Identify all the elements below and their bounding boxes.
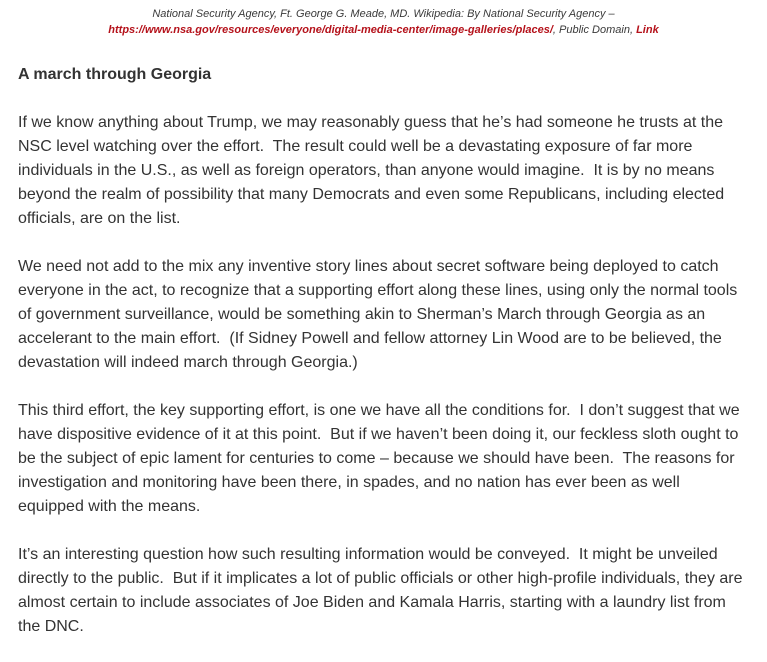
paragraph-2: We need not add to the mix any inventive story lines about secret software being deployed to catch everyone in the act, to recognize that a supporting effort along these lines, using only the normal tools of government surveillance, would be something akin to Sherman’s March through Georgia as an accelerant to the main effort. (If Sidney Powell and fellow attorney Lin Wood are to be believed, the devastation will indeed march through Georgia.) (18, 258, 742, 371)
caption-license-text: , Public Domain, (552, 24, 637, 36)
image-caption (0, 6, 767, 38)
paragraph-3: This third effort, the key supporting effort, is one we have all the conditions for. I don’t suggest that we have dispositive evidence of it at this point. But if we haven’t been doing it, our feckless sloth ought to be the subject of epic lament for centuries to come – because we should have been. The reasons for investigation and monitoring have been there, in spades, and no nation has ever been as well equipped with the means. (18, 402, 745, 515)
paragraph-4: It’s an interesting question how such resulting information would be conveyed. It might be unveiled directly to the public. But if it implicates a lot of public officials or other high-profile individuals, they are almost certain to include associates of Joe Biden and Kamala Harris, starting with a laundry list from the DNC. (18, 546, 747, 635)
article-body (0, 63, 767, 639)
section-heading: A march through Georgia (18, 66, 212, 83)
caption-attribution-text: National Security Agency, Ft. George G. Meade, MD. Wikipedia: By National Security Agency – (152, 8, 615, 20)
caption-source-url-link[interactable]: https://www.nsa.gov/resources/everyone/digital-media-center/image-galleries/places/ (108, 24, 553, 36)
paragraph-1: If we know anything about Trump, we may reasonably guess that he’s had someone he trusts at the NSC level watching over the effort. The result could well be a devastating exposure of far more individuals in the U.S., as well as foreign operators, than anyone would imagine. It is by no means beyond the realm of possibility that many Democrats and even some Republicans, including elected officials, are on the list. (18, 114, 729, 227)
caption-link[interactable]: Link (636, 24, 659, 36)
